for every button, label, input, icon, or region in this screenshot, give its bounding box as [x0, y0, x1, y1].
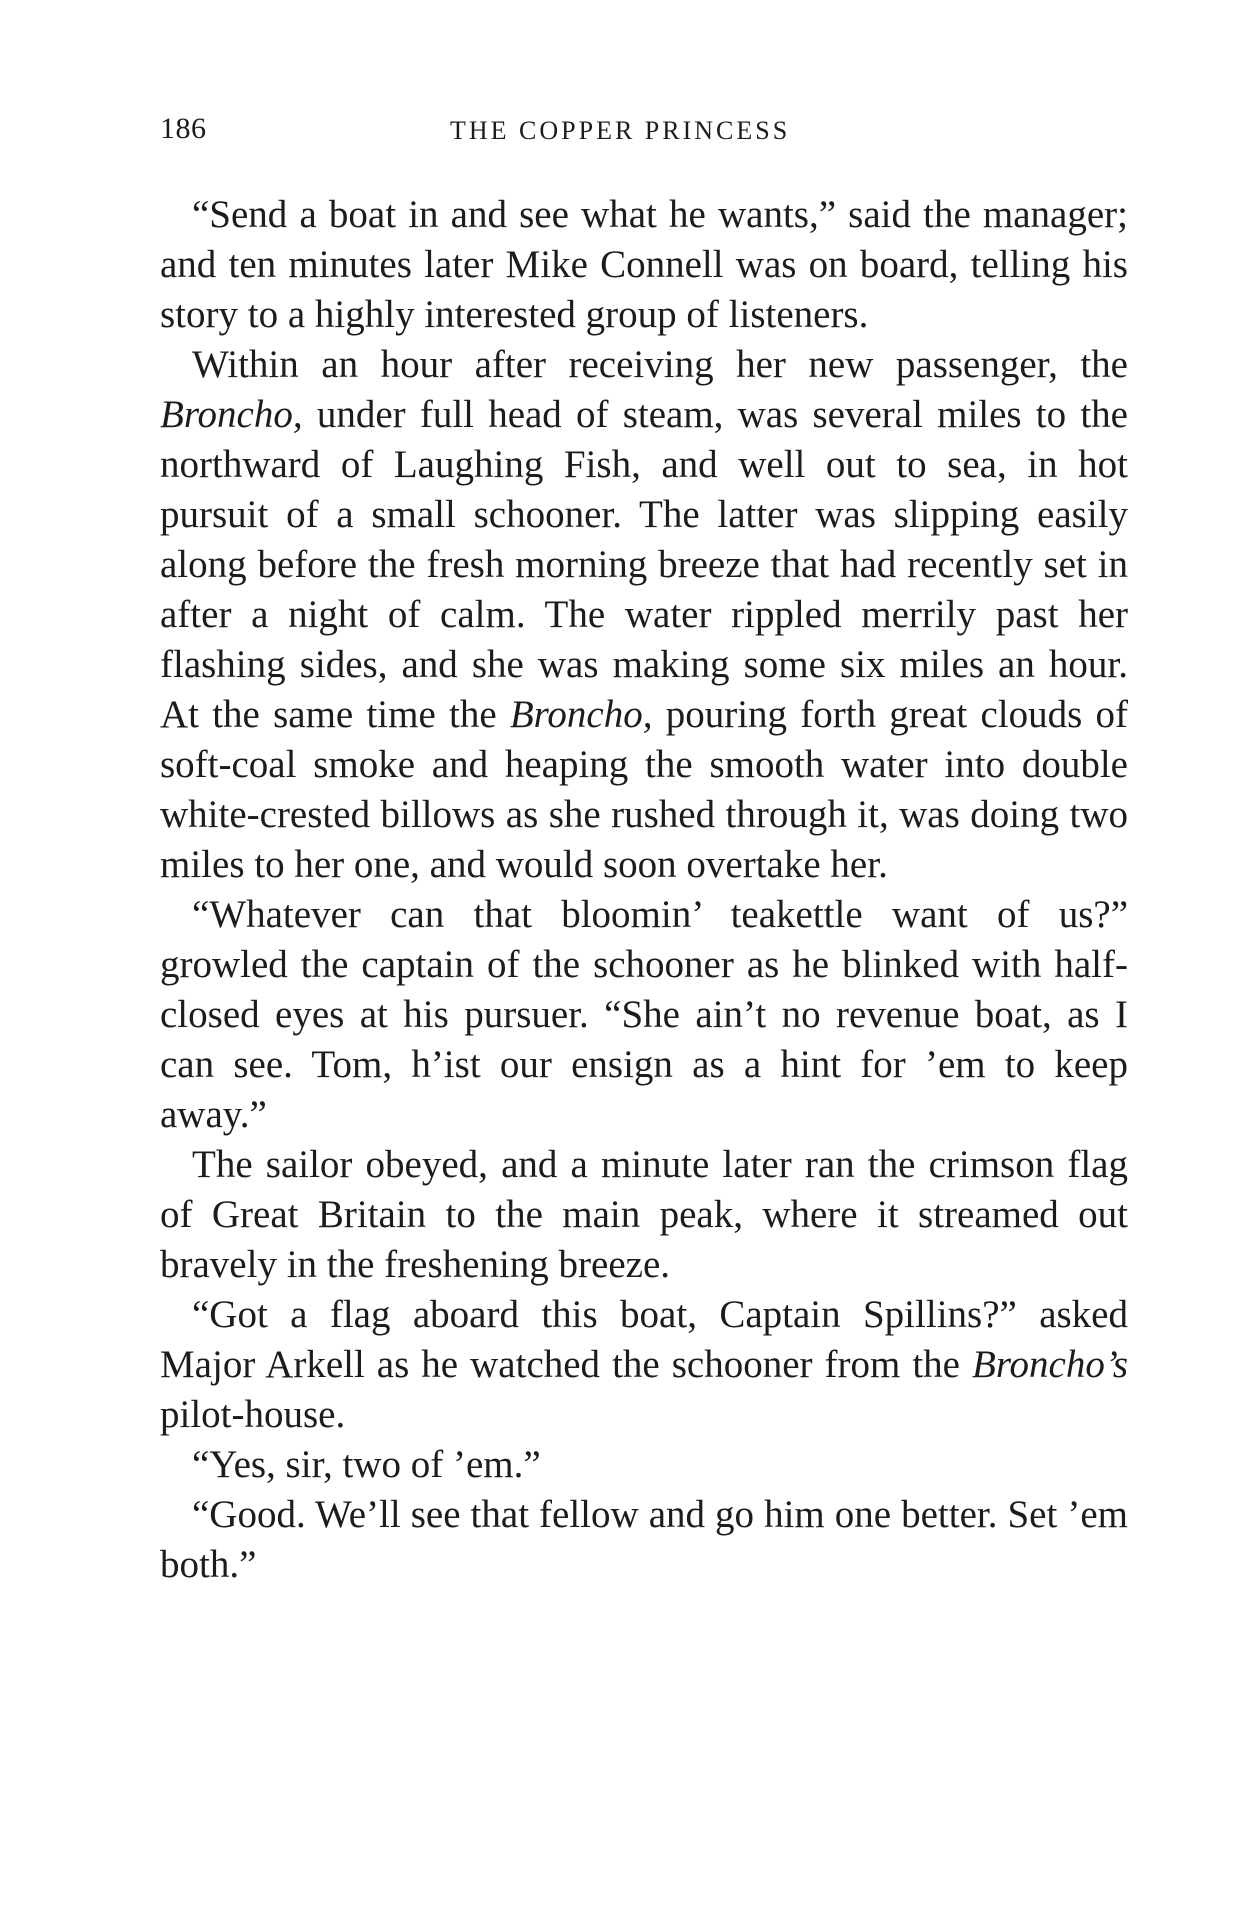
ship-name: Broncho’s: [972, 1343, 1128, 1386]
paragraph: [160, 1140, 1128, 1290]
body-text: [160, 190, 1128, 1590]
paragraph: [160, 190, 1128, 340]
paragraph: [160, 1290, 1128, 1440]
paragraph: [160, 1440, 1128, 1490]
text-run: “Send a boat in and see what he wants,” said the manager; and ten minutes later Mike Connell was on board, telling his story to a highly interested group of listeners.: [160, 193, 1128, 336]
text-run: “Got a flag aboard this boat, Captain Spillins?” asked Major Arkell as he watched the schooner from the: [160, 1293, 1128, 1386]
text-run: The sailor obeyed, and a minute later ran the crimson flag of Great Britain to the main peak, where it streamed out bravely in the freshening breeze.: [160, 1143, 1128, 1286]
text-run: “Yes, sir, two of ’em.”: [192, 1443, 541, 1486]
page-number: 186: [160, 112, 207, 145]
paragraph: [160, 890, 1128, 1140]
ship-name: Broncho,: [160, 393, 303, 436]
paragraph: [160, 1490, 1128, 1590]
paragraph: [160, 340, 1128, 890]
running-head: [160, 112, 1122, 152]
ship-name: Broncho,: [509, 693, 653, 736]
text-run: Within an hour after receiving her new passenger, the: [192, 343, 1128, 386]
text-run: under full head of steam, was several miles to the northward of Laughing Fish, and well out to sea, in hot pursuit of a small schooner. The latter was slipping easily along before the fresh morning breeze that had recently set in after a night of calm. The water rippled merrily past her flashing sides, and she was making some six miles an hour. At the same time the: [160, 393, 1128, 736]
text-run: “Good. We’ll see that fellow and go him one better. Set ’em both.”: [160, 1493, 1128, 1586]
running-title: THE COPPER PRINCESS: [450, 116, 791, 145]
text-run: pilot-house.: [160, 1393, 346, 1436]
text-run: “Whatever can that bloomin’ teakettle want of us?” growled the captain of the schooner as he blinked with half-closed eyes at his pursuer. “She ain’t no revenue boat, as I can see. Tom, h’ist our ensign as a hint for ’em to keep away.”: [160, 893, 1128, 1136]
text-run: pouring forth great clouds of soft-coal smoke and heaping the smooth water into double white-crested billows as she rushed through it, was doing two miles to her one, and would soon overtake her.: [160, 693, 1128, 886]
